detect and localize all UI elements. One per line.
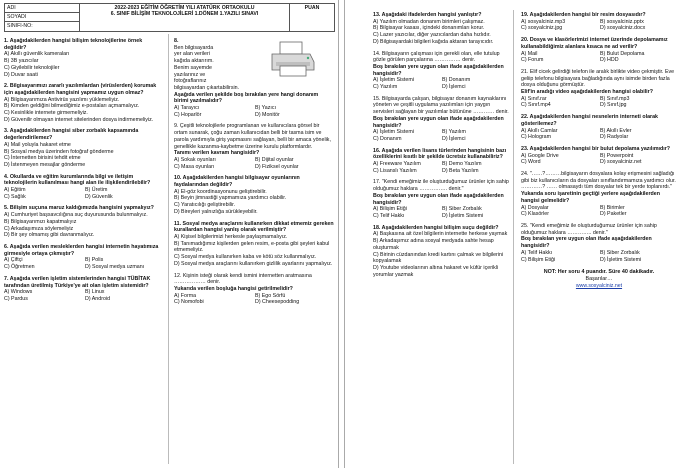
column-left-1: [4, 38, 164, 308]
clue-line: yazılarınız ve: [174, 71, 206, 78]
option-d[interactable]: D) Bir şey olmamış gibi davranmalıyız.: [4, 232, 95, 239]
option-a[interactable]: A) İşletim Sistemi: [373, 77, 414, 84]
option-b[interactable]: B) Demo Yazılım: [442, 161, 482, 168]
option-d[interactable]: D) İşlemci: [442, 135, 466, 142]
option-d[interactable]: D) Sosyal medya uzmanı: [85, 264, 145, 271]
clue-line: bilgisayardan çıkartabilirsin.: [174, 84, 240, 91]
question-prompt: Boş bırakılan yere uygun olan ifade aşağıdakilerden hangisidir?: [373, 192, 504, 206]
option-a[interactable]: A) Dosyalar: [521, 204, 549, 211]
exam-title: [80, 4, 290, 32]
option-d[interactable]: D) sosyalciniz.docx: [600, 25, 646, 32]
option-c[interactable]: C) Sosyal medya kullanırken kaba ve kötü söz kullanmalıyız.: [174, 254, 317, 261]
question-text: 14. Bilgisayarın çalışması için gerekli olan, elle tutulup gözle görülen parçalarına …………… denir.: [373, 50, 500, 64]
question-16: [373, 148, 509, 175]
option-b[interactable]: B) Polis: [85, 257, 104, 264]
question-text: 5. Bilişim suçuna maruz kaldığımızda hangisini yapmalıyız?: [4, 205, 154, 212]
option-d[interactable]: D) Fiziksel oyunlar: [255, 163, 299, 170]
option-a[interactable]: A) Sınıf.rar: [521, 95, 547, 102]
column-divider: [513, 10, 514, 464]
question-7: [4, 276, 164, 303]
exam-name: 6. SINIF BİLİŞİM TEKNOLOJİLERİ 1.DÖNEM 1.YAZILI SINAVI: [110, 11, 259, 18]
question-23: [521, 146, 677, 166]
option-c[interactable]: C) Pardus: [4, 295, 28, 302]
option-c[interactable]: C) Öğretmen: [4, 264, 35, 271]
option-c[interactable]: C) Lazer yazıcılar, diğer yazıcılardan daha hızlıdır.: [373, 32, 491, 39]
question-text: 15. Bilgisayarda çalışan, bilgisayar donanım kaynaklarını yöneten ve çeşitli uygulama yazılımları için yaygın servisleri sağlayan bir yazılımlar bütününe ………… denir.: [373, 95, 509, 116]
option-d[interactable]: D) Sosyal medya araçlarını kullanırken gizlilik ayarlarını yapmalıyız.: [174, 260, 333, 267]
question-24: [521, 171, 677, 218]
option-a[interactable]: A) Yazılım olmadan donanım birimleri çalışmaz.: [373, 18, 485, 25]
option-b[interactable]: B) Kimden geldiğini bilmediğimiz e-postaları açmamalıyız.: [4, 103, 140, 110]
option-c[interactable]: C) Nomofobi: [174, 299, 204, 306]
question-text: 17. "Kendi emeğimiz ile oluşturduğumuz ürünler için sahip olduğumuz haklara ……………. denir.": [373, 179, 509, 193]
question-text: 3. Aşağıdakilerden hangisi siber zorbalık kapsamında değerlendirilemez?: [4, 128, 139, 142]
exam-footer: [521, 269, 677, 289]
exam-header: [4, 3, 335, 32]
question-21: [521, 69, 677, 109]
question-9: [174, 123, 334, 170]
option-b[interactable]: B) Beyin jimnastiği yapmamıza yardımcı olabilir.: [174, 195, 287, 202]
option-b[interactable]: B) Ego Sörfü: [255, 292, 286, 299]
question-6: [4, 244, 164, 271]
footer-note: NOT: Her soru 4 puandır. Süre 40 dakikadır.: [543, 269, 655, 276]
option-a[interactable]: A) Başkasına ait özel bilgilerin internette herkese yaymak: [373, 231, 508, 238]
option-b[interactable]: B) Donanım: [442, 77, 471, 84]
question-text: 16. Aşağıda verilen lisans türlerinden hangisinin bazı özelliklerini kısıtlı bir şekilde ücretsiz kullanabiliriz?: [373, 147, 507, 161]
option-b[interactable]: B) Akıllı Evler: [600, 127, 632, 134]
question-4: [4, 174, 164, 201]
question-text: 11. Sosyal medya araçlarını kullanırken dikkat etmemiz gereken kurallardan hangisi yanlış olarak verilmiştir?: [174, 220, 334, 234]
option-b[interactable]: B) Siber Zorbalık: [600, 249, 640, 256]
option-c[interactable]: C) Giyilebilir teknolojiler: [4, 64, 60, 71]
question-text: 18. Aşağıdakilerden hangisi bilişim suçu değildir?: [373, 224, 499, 231]
question-25: [521, 223, 677, 263]
question-text: 23. Aşağıdakilerden hangisi bir bulut depolama yazılımıdır?: [521, 145, 671, 152]
question-3: [4, 128, 164, 168]
question-prompt: Yukarıda soru işaretinin geçtiği yerlere aşağıdakilerden hangisi gelmelidir?: [521, 191, 660, 204]
footer-wish: Başarılar…: [585, 276, 613, 282]
question-1: [4, 38, 164, 78]
question-18: [373, 225, 509, 279]
printer-icon: [268, 40, 318, 80]
option-b[interactable]: B) 3B yazıcılar: [4, 58, 39, 65]
question-text: 10. Aşağıdakilerden hangisi bilgisayar oyunlarının faydalarından değildir?: [174, 175, 300, 189]
question-11: [174, 221, 334, 268]
option-c[interactable]: C) Klasörler: [521, 211, 549, 218]
option-d[interactable]: D) İşletim Sistemi: [442, 212, 484, 219]
question-text: 24. "……?………bilgisayarın dosyalara kolay erişmesini sağladığı gibi biz kullanıcıların da dosyaları sınıflandırmamıza yardımcı olur. …………? …… olmasaydı tüm dosyalar tek bir yerde toplanırdı.": [521, 171, 676, 191]
option-b[interactable]: B) Arkadaşımız adına sosyal medyada sahte hesap oluşturmak: [373, 238, 494, 251]
question-text: 9. Çeşitli teknolojilerle programlanan ve kullanıcılara görsel bir ortam sunarak, çoğu zaman kullanıcıdan belli bir tasma isim ve parola yardımıyla giriş yapmasını sağlayan, belli bir amaca yönelik, genellikle kazanma-kaybetme üzerine kurulu platformlardır.: [174, 123, 331, 150]
option-b[interactable]: B) Siber Zorbalık: [442, 206, 482, 213]
option-d[interactable]: D) Radyolar: [600, 134, 629, 141]
option-b[interactable]: B) Bilgisayarımızı kapatmalıyız: [4, 218, 77, 225]
question-text: 8.: [174, 38, 179, 44]
clue-line: Ben bilgisayarda: [174, 44, 214, 51]
option-c[interactable]: C) Birinin cüzdanından kredi kartını çalmak ve bilgilerini kopyalamak: [373, 251, 504, 265]
option-d[interactable]: D) sosyalciniz.net: [600, 159, 642, 166]
option-b[interactable]: B) Yazıcı: [255, 105, 276, 112]
surname-field-label: SOYADI: [5, 13, 80, 22]
option-d[interactable]: D) HDD: [600, 57, 619, 64]
question-prompt: Tanımı verilen kavram hangisidir?: [174, 150, 260, 157]
option-d[interactable]: D) Güvenlik: [85, 193, 113, 200]
option-a[interactable]: A) Akıllı güvenlik kameraları: [4, 51, 70, 58]
class-field-label: SINIFI-NO:: [5, 22, 80, 31]
question-14: [373, 51, 509, 91]
question-text: 6. Aşağıda verilen mesleklerden hangisi internetin hayatımıza girmesiyle ortaya çıkmıştır?: [4, 243, 159, 257]
question-text: 13. Aşağıdaki ifadelerden hangisi yanlıştır?: [373, 12, 482, 18]
option-d[interactable]: D) Android: [85, 295, 111, 302]
option-c[interactable]: C) Telif Hakkı: [373, 212, 405, 219]
option-d[interactable]: D) İşlemci: [442, 84, 466, 91]
option-c[interactable]: C) Yazılım: [373, 84, 398, 91]
website-link[interactable]: www.sosyalciniz.net: [575, 282, 623, 289]
exam-page-2: [344, 0, 683, 468]
option-a[interactable]: A) Windows: [4, 289, 33, 296]
option-c[interactable]: C) Yaratıcılığı geliştirebilir.: [174, 202, 236, 209]
option-c[interactable]: C) Word: [521, 159, 541, 166]
question-10: [174, 175, 334, 215]
question-text: 21. Elif cicek gelirdiği telefon ile aralık birlikte video çekmiştir. Eve geliip telefonu bilgisayara bağladığında aynı isimde birden fazla dosya olduğunu görmüştür.: [521, 68, 675, 89]
exam-page-1: [0, 0, 339, 468]
question-text: 4. Okullarda ve eğitim kurumlarında bilgi ve iletişim teknolojilerin kullanılması hangi alan ile ilişkilendirilebilir?: [4, 173, 151, 187]
option-d[interactable]: D) Monitör: [255, 111, 280, 118]
clue-line: Benim sayemde: [174, 64, 212, 71]
option-b[interactable]: B) Sınıf.mp3: [600, 95, 630, 102]
question-text: 22. Aşağıdakilerden hangisi nesnelerin interneti olarak gösterilemez?: [521, 114, 658, 127]
option-c[interactable]: C) Arkadaşımıza söylemeliyiz: [4, 225, 74, 232]
option-c[interactable]: C) Kesinlikle internete girmemeliyiz.: [4, 110, 88, 117]
option-d[interactable]: D) Sınıf.jpg: [600, 102, 627, 109]
option-a[interactable]: A) Bilişim Etiği: [373, 206, 407, 213]
option-a[interactable]: A) Mail yoluyla hakaret etme: [4, 141, 71, 148]
option-d[interactable]: D) İşletim Sistemi: [600, 256, 642, 263]
option-c[interactable]: C) Sağlık: [4, 193, 26, 200]
option-a[interactable]: A) İşletim Sistemi: [373, 129, 414, 136]
question-prompt: Elif'in aradığı video aşağıdakilerden hangisi olabilir?: [521, 89, 653, 96]
option-a[interactable]: A) Mail: [521, 50, 538, 57]
option-a[interactable]: A) Kişisel bilgilerimizi herkesle paylaşmamalıyız.: [174, 233, 288, 240]
question-text: 1. Aşağıdakilerden hangisi bilişim teknolojilerine örnek değildir?: [4, 38, 143, 51]
question-15: [373, 96, 509, 143]
question-22: [521, 114, 677, 141]
option-a[interactable]: A) Çiftçi: [4, 257, 23, 264]
option-a[interactable]: A) Forma: [174, 292, 197, 299]
option-c[interactable]: C) Hologram: [521, 134, 552, 141]
option-c[interactable]: C) Lisanslı Yazılım: [373, 167, 417, 174]
option-a[interactable]: A) Tarayıcı: [174, 105, 200, 112]
question-text: 12. Kişinin isteği olarak kendi ismini internetten aratmasına ……………… denir.: [174, 272, 312, 286]
question-prompt: Boş bırakılan yere uygun olan ifade aşağıdakilerden hangisidir?: [373, 63, 504, 77]
option-c[interactable]: C) Masa oyunları: [174, 163, 215, 170]
clue-line: yer alan verileri: [174, 51, 210, 58]
question-prompt: Aşağıda verilen şekilde boş bırakılan yere hangi donanım birimi yazılmalıdır?: [174, 91, 319, 105]
question-text: 20. Dosya ve klasörlerimizi internet üzerinde depolamamız kullanabildiğimiz alanlara kısaca ne ad verilir?: [521, 37, 668, 50]
option-d[interactable]: D) Bireyleri yalnızlığa sürükleyebilir.: [174, 208, 258, 215]
option-b[interactable]: B) Sosyal medya üzerinden fotoğraf gönderme: [4, 148, 114, 155]
option-c[interactable]: C) Forum: [521, 57, 544, 64]
option-b[interactable]: B) Tanımadığımız kişilerden gelen resim, e-posta gibi şeyleri kabul etmemeliyiz.: [174, 240, 330, 254]
option-c[interactable]: C) Donanım: [373, 135, 402, 142]
option-d[interactable]: D) Güvenilir olmayan internet sitelerinden dosya indirmemeliyiz.: [4, 116, 154, 123]
option-b[interactable]: B) Bilgisayar kasası, içindeki donanımları korur.: [373, 25, 485, 32]
question-20: [521, 37, 677, 64]
option-a[interactable]: A) Akıllı Camlar: [521, 127, 558, 134]
name-field-label: ADI: [5, 4, 80, 13]
option-a[interactable]: A) Eğitim: [4, 187, 26, 194]
option-c[interactable]: C) İnternetten birisini tehdit etme: [4, 155, 81, 162]
question-17: [373, 179, 509, 219]
question-text: 19. Aşağıdakilerden hangisi bir resim dosyasıdır?: [521, 12, 646, 18]
option-d[interactable]: D) Beta Yazılım: [442, 167, 479, 174]
option-b[interactable]: B) Linux: [85, 289, 105, 296]
option-d[interactable]: D) Youtube videolarının altına hakaret ve küfür içerikli yorumlar yazmak: [373, 264, 499, 278]
option-d[interactable]: D) Bilgisayardaki bilgileri kağıda aktaran tarayıcıdır.: [373, 38, 494, 45]
question-text: 7. Aşağıda verilen işletim sistemlerinden hangisi TÜBİTAK tarafından üretilmiş Türkiye'ye ait olan işletim sistemidir?: [4, 275, 151, 289]
school-name: 2022-2023 EĞİTİM ÖĞRETİM YILI ATATÜRK ORTAOKULU: [114, 5, 255, 11]
option-d[interactable]: D) İstenmeyen mesajlar gönderme: [4, 161, 86, 168]
option-b[interactable]: B) Üretim: [85, 187, 108, 194]
question-2: [4, 83, 164, 123]
option-a[interactable]: A) Cumhuriyet başsavcılığına suç duyurusunda bulunmalıyız.: [4, 212, 148, 219]
option-c[interactable]: C) Hoparlör: [174, 111, 202, 118]
option-c[interactable]: C) Sınıf.mp4: [521, 102, 551, 109]
question-12: [174, 273, 334, 307]
clue-line: fotoğraflarınız: [174, 78, 207, 85]
column-left-2: [373, 12, 509, 283]
question-prompt: Yukarıda verilen boşluğa hangisi getirilmelidir?: [174, 285, 293, 292]
question-text: 2. Bilgisayarımızı zararlı yazılımlardan (virüslerden) korumak için aşağıdakilerden hangisini yapmamız uygun olmaz?: [4, 83, 157, 96]
column-divider: [168, 34, 169, 464]
option-a[interactable]: A) El-göz koordinasyonunu geliştirebilir.: [174, 188, 267, 195]
score-box: PUAN: [290, 4, 335, 32]
option-b[interactable]: B) Bulut Depolama: [600, 50, 645, 57]
option-a[interactable]: A) Freeware Yazılım: [373, 161, 421, 168]
option-d[interactable]: D) Paketler: [600, 211, 627, 218]
question-text: 25. "Kendi emeğimiz ile oluşturduğumuz ürünler için sahip olduğumuz haklara ………….. denir.": [521, 222, 657, 236]
question-5: [4, 205, 164, 239]
column-right-2: [521, 12, 677, 289]
option-b[interactable]: B) Yazılım: [442, 129, 466, 136]
option-c[interactable]: C) sosyalciniz.jpg: [521, 25, 563, 32]
option-a[interactable]: A) sosyalciniz.mp3: [521, 18, 566, 25]
option-b[interactable]: B) Powerpoint: [600, 152, 634, 159]
option-c[interactable]: C) Bilişim Etiği: [521, 256, 556, 263]
option-b[interactable]: B) sosyalciniz.pptx: [600, 18, 644, 25]
option-d[interactable]: D) Duvar saati: [4, 71, 38, 78]
option-a[interactable]: A) Telif Hakkı: [521, 249, 553, 256]
option-a[interactable]: A) Sokak oyunları: [174, 156, 216, 163]
option-a[interactable]: A) Bilgisayarımıza Antivirüs yazılımı yüklemeliyiz.: [4, 96, 120, 103]
option-a[interactable]: A) Google Drive: [521, 152, 559, 159]
option-b[interactable]: B) Birimler: [600, 204, 625, 211]
question-prompt: Boş bırakılan yere uygun olan ifade aşağıdakilerden hangisidir?: [521, 236, 652, 250]
clue-line: kağıda aktarırım.: [174, 58, 214, 65]
option-b[interactable]: B) Dijital oyunlar: [255, 156, 294, 163]
question-13: [373, 12, 509, 46]
option-d[interactable]: D) Cheesepodding: [255, 299, 300, 306]
question-19: [521, 12, 677, 32]
question-prompt: Boş bırakılan yere uygun olan ifade aşağıdakilerden hangisidir?: [373, 115, 504, 129]
